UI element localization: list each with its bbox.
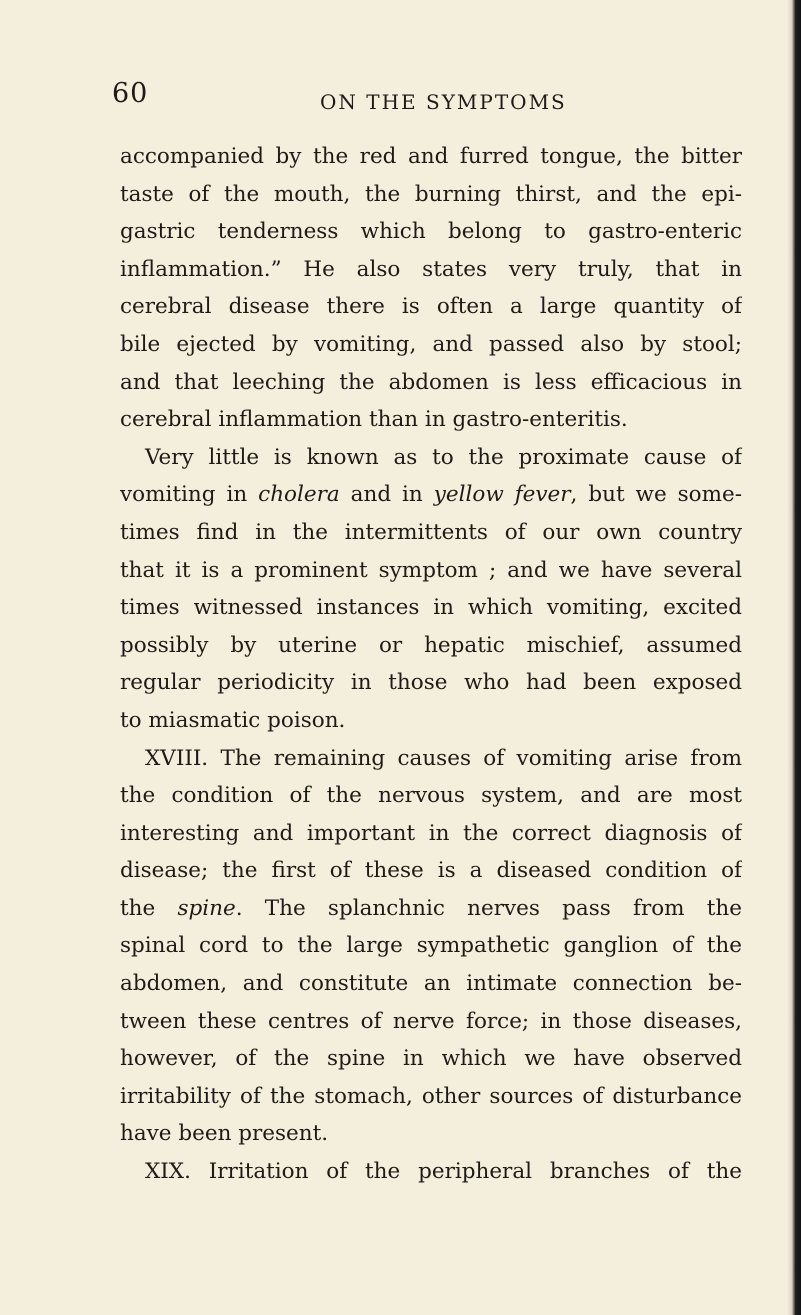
- text-run: vomiting in: [120, 482, 259, 508]
- italic-term: yellow fever: [433, 482, 571, 508]
- text-line: inflammation.” He also states very truly, that in: [120, 256, 742, 282]
- text-line: cerebral inflammation than in gastro-enteritis.: [120, 407, 628, 433]
- paragraph-start-line: XVIII. The remaining causes of vomiting arise from: [145, 745, 742, 771]
- text-line: regular periodicity in those who had been exposed: [120, 670, 742, 696]
- text-line: taste of the mouth, the burning thirst, and the epi-: [120, 181, 742, 207]
- page-edge-shadow: [787, 0, 801, 1315]
- text-line: abdomen, and constitute an intimate connection be-: [120, 971, 742, 997]
- text-run: and in: [339, 482, 434, 508]
- running-title: ON THE SYMPTOMS: [320, 90, 567, 114]
- text-line: however, of the spine in which we have observed: [120, 1046, 742, 1072]
- text-line: possibly by uterine or hepatic mischief, assumed: [120, 632, 742, 658]
- italic-term: spine: [177, 895, 236, 921]
- text-line: have been present.: [120, 1121, 329, 1147]
- text-line: cerebral disease there is often a large quantity of: [120, 294, 742, 320]
- paragraph-start-line: XIX. Irritation of the peripheral branches of the: [145, 1159, 742, 1185]
- text-line: [120, 476, 742, 514]
- text-line: [120, 890, 742, 928]
- text-line: tween these centres of nerve force; in those diseases,: [120, 1008, 742, 1034]
- page-number: 60: [112, 78, 149, 109]
- text-line: bile ejected by vomiting, and passed also by stool;: [120, 331, 742, 357]
- text-line: accompanied by the red and furred tongue, the bitter: [120, 144, 742, 169]
- text-line: times witnessed instances in which vomiting, excited: [120, 595, 742, 621]
- text-line: interesting and important in the correct diagnosis of: [120, 820, 742, 846]
- body-text: [120, 138, 742, 1191]
- text-line: times find in the intermittents of our own country: [120, 519, 742, 545]
- text-run: , but we some-: [570, 482, 742, 508]
- italic-term: cholera: [258, 482, 340, 508]
- text-line: irritability of the stomach, other sources of disturbance: [120, 1083, 742, 1109]
- text-line: the condition of the nervous system, and are most: [120, 783, 742, 809]
- page-header: [112, 78, 681, 118]
- text-line: and that leeching the abdomen is less efficacious in: [120, 369, 742, 395]
- text-line: to miasmatic poison.: [120, 707, 346, 733]
- text-line: disease; the first of these is a diseased condition of: [120, 858, 742, 884]
- paragraph-start-line: Very little is known as to the proximate cause of: [145, 444, 742, 470]
- text-run: . The splanchnic nerves pass from the: [235, 895, 742, 921]
- text-line: gastric tenderness which belong to gastro-enteric: [120, 219, 742, 245]
- text-run: the: [120, 895, 178, 921]
- text-line: that it is a prominent symptom ; and we have several: [120, 557, 742, 583]
- text-line: spinal cord to the large sympathetic ganglion of the: [120, 933, 742, 959]
